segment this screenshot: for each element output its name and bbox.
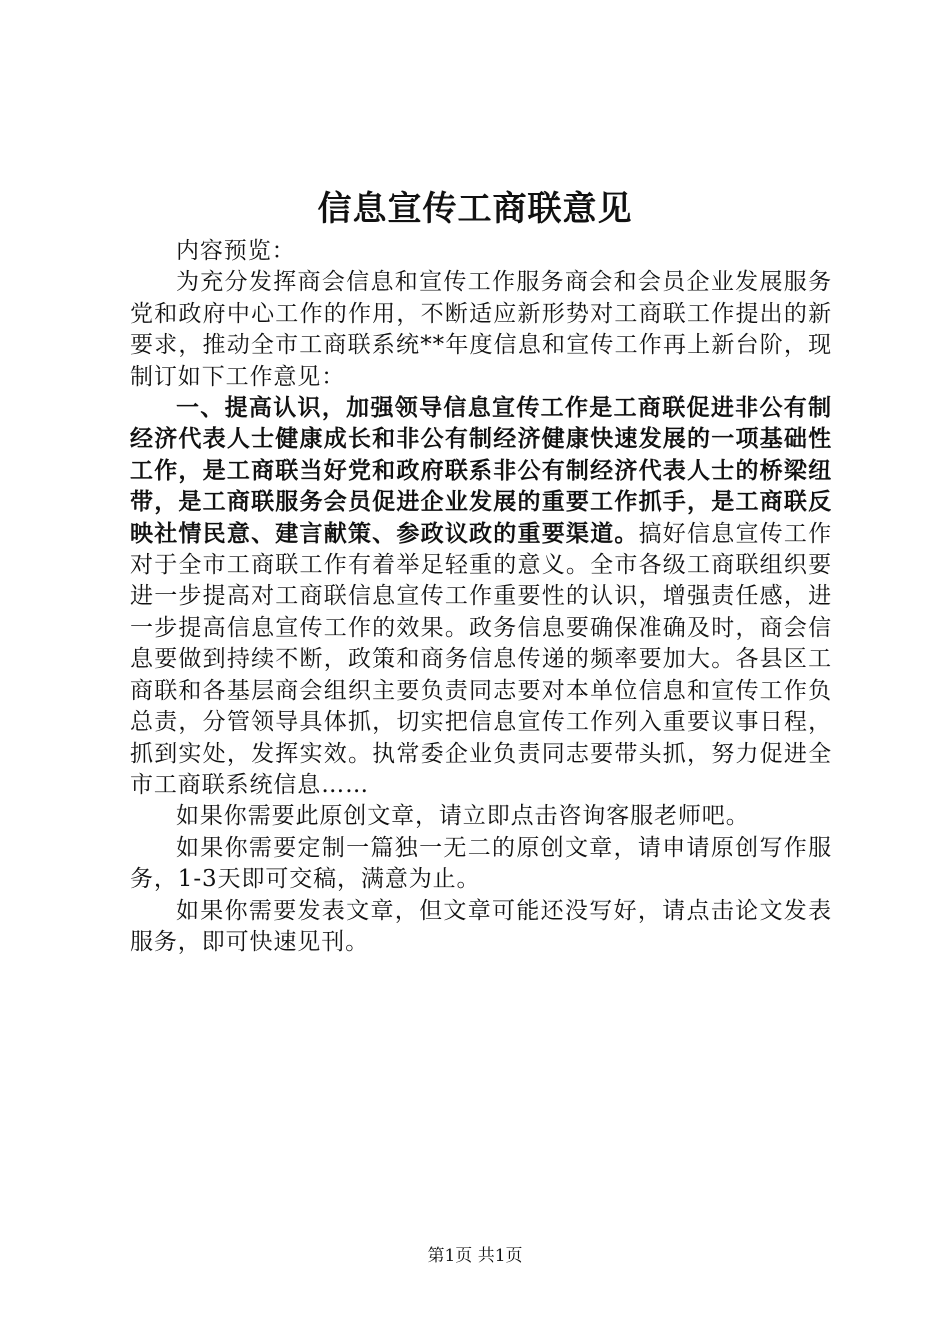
section-1-paragraph (130, 393, 832, 801)
preview-label: 内容预览： (176, 238, 296, 264)
promo-paragraph-3: 如果你需要发表文章，但文章可能还没写好，请点击论文发表服务，即可快速见刊。 (130, 897, 832, 955)
document-body (130, 236, 832, 958)
section-1-heading: 一、提高认识，加强领导信息宣传工作是工商联促进非公有制经济代表人士健康成长和非公有制经济健康快速发展的一项基础性工作，是工商联当好党和政府联系非公有制经济代表人士的桥梁纽带，是工商联服务会员促进企业发展的重要工作抓手，是工商联反映社情民意、建言献策、参政议政的重要渠道。 (130, 395, 832, 547)
intro-paragraph: 为充分发挥商会信息和宣传工作服务商会和会员企业发展服务党和政府中心工作的作用，不断适应新形势对工商联工作提出的新要求，推动全市工商联系统**年度信息和宣传工作再上新台阶，现制订如下工作意见： (130, 269, 832, 390)
promo-paragraph-2: 如果你需要定制一篇独一无二的原创文章，请申请原创写作服务，1-3天即可交稿，满意为止。 (130, 834, 832, 893)
promo-paragraph-1: 如果你需要此原创文章，请立即点击咨询客服老师吧。 (176, 803, 750, 830)
section-1-text: 搞好信息宣传工作对于全市工商联工作有着举足轻重的意义。全市各级工商联组织要进一步提高对工商联信息宣传工作重要性的认识，增强责任感，进一步提高信息宣传工作的效果。政务信息要确保准确及时，商会信息要做到持续不断，政策和商务信息传递的频率要加大。各县区工商联和各基层商会组织主要负责同志要对本单位信息和宣传工作负总责，分管领导具体抓，切实把信息宣传工作列入重要议事日程，抓到实处，发挥实效。执常委企业负责同志要带头抓，努力促进全市工商联系统信息…… (130, 520, 833, 798)
page-footer: 第1页 共1页 (427, 1246, 523, 1266)
document-title: 信息宣传工商联意见 (317, 189, 633, 229)
